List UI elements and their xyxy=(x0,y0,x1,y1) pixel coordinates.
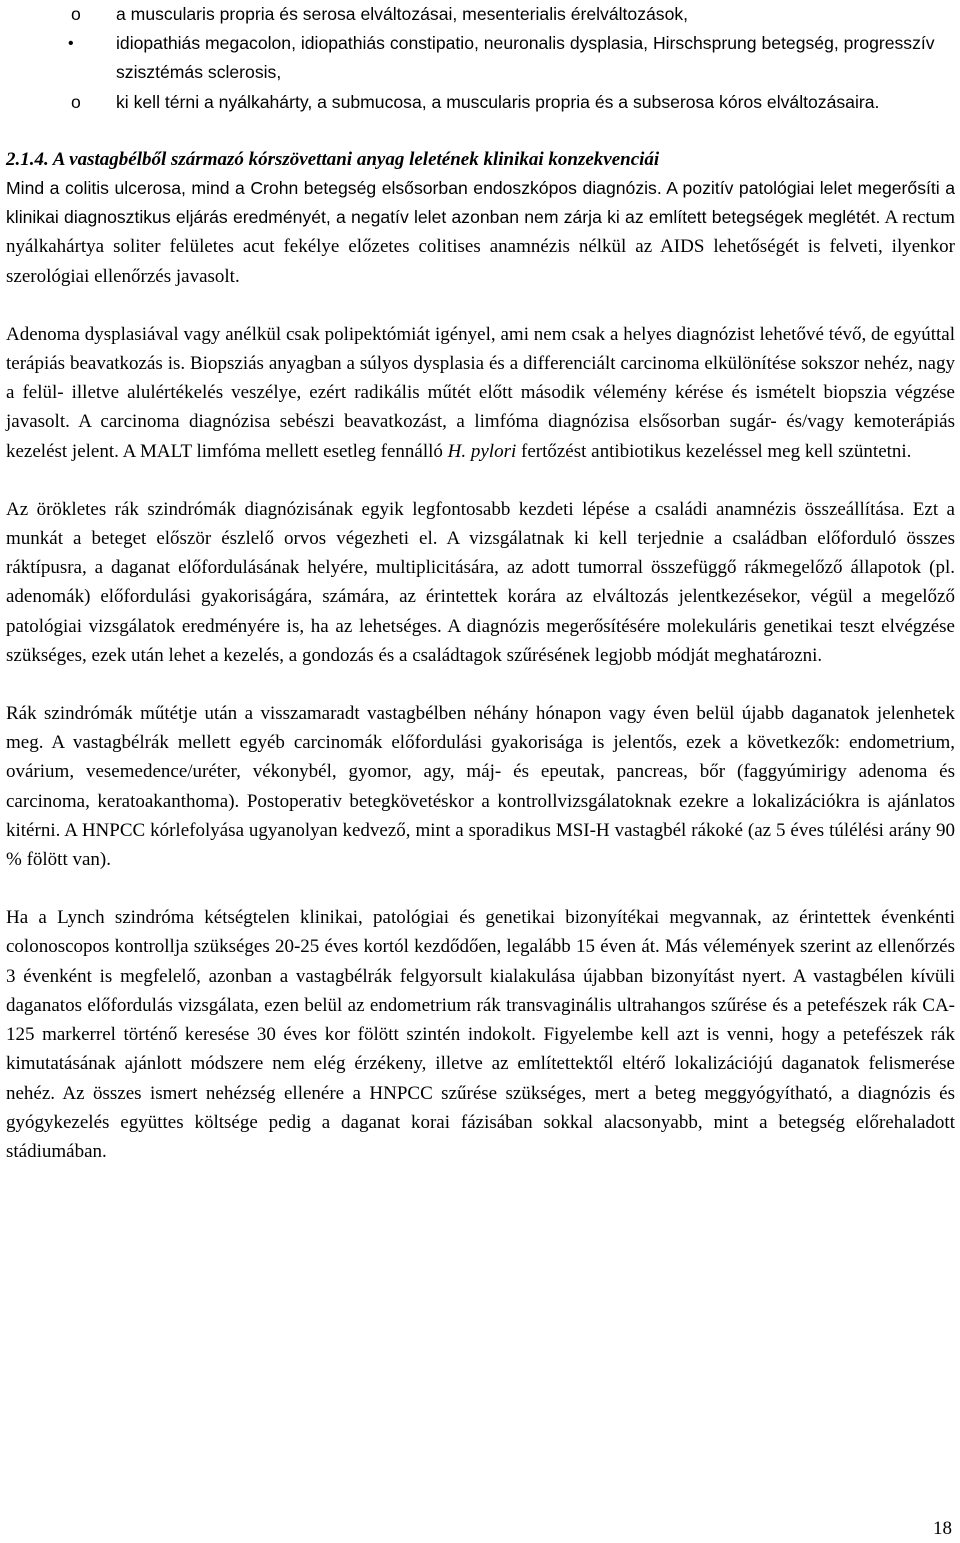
list-item xyxy=(6,0,955,29)
section-intro-paragraph xyxy=(6,174,955,291)
list-marker-circle: o xyxy=(71,91,81,112)
list-item-text: idiopathiás megacolon, idiopathiás constipatio, neuronalis dysplasia, Hirschsprung betegség, progresszív szisztémás sclerosis, xyxy=(116,33,935,83)
intro-sans-text: Mind a colitis ulcerosa, mind a Crohn betegség elsősorban endoszkópos diagnózis. A pozitív patológiai lelet megerősíti a klinikai diagnosztikus eljárás eredményét, a negatív lelet azonban nem zárja ki az említett betegségek meglétét. xyxy=(6,178,955,228)
italic-organism-name: H. pylori xyxy=(447,440,517,462)
paragraph-hereditary-syndromes: Az örökletes rák szindrómák diagnózisának egyik legfontosabb kezdeti lépése a családi anamnézis összeállítása. Ezt a munkát a beteget először észlelő orvos végezheti el. A vizsgálatnak ki kell terjednie a családban előforduló összes ráktípusra, a daganat előfordulásának helyére, multiplicitására, az adott tumorral összefüggő rákmegelőző állapotok (pl. adenomák) előfordulási gyakoriságára, számára, az érintettek korára az elváltozás jelentkezésekor, végül a megelőző patológiai vizsgálatok eredményére is, ha az lehetséges. A diagnózis megerősítésére molekuláris genetikai teszt elvégzése szükséges, ezek után lehet a kezelés, a gondozás és a családtagok szűrésének legjobb módját meghatározni. xyxy=(6,498,955,666)
paragraph-postoperative: Rák szindrómák műtétje után a visszamaradt vastagbélben néhány hónapon vagy éven belül újabb daganatok jelenhetek meg. A vastagbélrák mellett egyéb carcinomák előfordulási gyakorisága is jelentős, ezek a következők: endometrium, ovárium, vesemedence/uréter, vékonybél, gyomor, agy, máj- és epeutak, pancreas, bőr (faggyúmirigy adenoma és carcinoma, keratoakanthoma). Postoperativ betegkövetéskor a kontrollvizsgálatoknak ezekre a lokalizációkra is ajánlatos kitérni. A HNPCC kórlefolyása ugyanolyan kedvező, mint a sporadikus MSI-H vastagbél rákoké (az 5 éves túlélési arány 90 % fölött van). xyxy=(6,703,955,871)
list-item xyxy=(6,88,955,117)
paragraph-lynch-syndrome: Ha a Lynch szindróma kétségtelen klinikai, patológiai és genetikai bizonyítékai megvannak, az érintettek évenkénti colonoscopos kontrollja szükséges 20-25 éves kortól kezdődően, legalább 15 éven át. Más vélemények szerint az ellenőrzés 3 évenként is megfelelő, azonban a vastagbélrák felgyorsult kialakulása újabban bizonyítást nyert. A vastagbélen kívüli daganatos előfordulás vizsgálata, ezen belül az endometrium rák transvaginális ultrahangos szűrése és a petefészek rák CA-125 markerrel történő keresése 30 éves kor fölött szintén indokolt. Figyelembe kell azt is venni, hogy a petefészek rák kimutatásának ajánlott módszere nem elég érzékeny, illetve az említettektől eltérő lokalizációjú daganatok felismerése nehéz. Az összes ismert nehézség ellenére a HNPCC szűrése szükséges, mert a beteg meggyógyítható, a diagnózis és gyógykezelés együttes költsége pedig a daganat korai fázisában sokkal alacsonyabb, mint a betegség előrehaladott stádiumában. xyxy=(6,907,955,1162)
bullet-list xyxy=(6,0,955,117)
list-marker-bullet: • xyxy=(68,35,74,53)
paragraph-text: Adenoma dysplasiával vagy anélkül csak polipektómiát igényel, ami nem csak a helyes diagnózist lehetővé tévő, de egyúttal terápiás beavatkozás is. Biopsziás anyagban a súlyos dysplasia és a differenciált carcinoma elkülönítése sokszor nehéz, nagy a felül- illetve alulértékelés veszélye, ezért radikális műtét előtt második vélemény kérése és ismételt biopszia végzése javasolt. A carcinoma diagnózisa sebészi beavatkozást, a limfóma diagnózisa elsősorban sugár- és/vagy kemoterápiás kezelést jelent. A MALT limfóma mellett esetleg fennálló xyxy=(6,323,955,462)
list-marker-circle: o xyxy=(71,4,81,24)
document-page xyxy=(6,0,955,1166)
page-number: 18 xyxy=(933,1518,952,1539)
paragraph-adenoma xyxy=(6,320,955,466)
list-item-text: a muscularis propria és serosa elváltozásai, mesenterialis érelváltozások, xyxy=(116,4,689,24)
paragraph-text: fertőzést antibiotikus kezeléssel meg kell szüntetni. xyxy=(516,440,912,462)
section-heading: 2.1.4. A vastagbélből származó kórszövettani anyag leletének klinikai konzekvenciái xyxy=(6,148,660,170)
list-item-text: ki kell térni a nyálkahárty, a submucosa, a muscularis propria és a subserosa kóros elváltozásaira. xyxy=(116,91,880,112)
list-item xyxy=(6,29,955,87)
intro-serif-text: A rectum nyálkahártya soliter felületes acut fekélye előzetes colitises anamnézis nélkül az AIDS lehetőségét is felveti, ilyenkor szerológiai ellenőrzés javasolt. xyxy=(6,207,955,287)
